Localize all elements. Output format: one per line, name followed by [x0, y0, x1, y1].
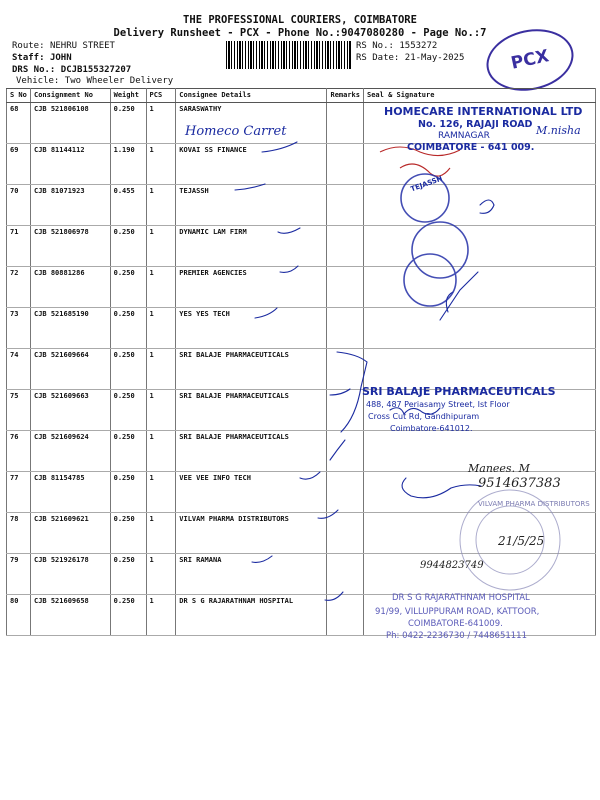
staff-value: JOHN — [49, 53, 72, 63]
row-weight: 0.455 — [110, 185, 146, 226]
row-remarks — [327, 472, 364, 513]
rs-no-label: RS No.: — [356, 41, 394, 51]
rs-no-value: 1553272 — [399, 41, 438, 51]
row-consignment: CJB 521609624 — [30, 431, 110, 472]
row-weight: 0.250 — [110, 595, 146, 636]
row-sno: 68 — [7, 103, 31, 144]
row-consignee: SRI RAMANA — [176, 554, 327, 595]
table-header-row — [7, 89, 596, 103]
row-consignee: TEJASSH — [176, 185, 327, 226]
row-pcs: 1 — [146, 144, 176, 185]
row-remarks — [327, 349, 364, 390]
row-pcs: 1 — [146, 185, 176, 226]
row-consignment: CJB 81144112 — [30, 144, 110, 185]
row-sno: 77 — [7, 472, 31, 513]
row-weight: 0.250 — [110, 349, 146, 390]
row-weight: 0.250 — [110, 267, 146, 308]
balaje-stamp-name: SRI BALAJE PHARMACEUTICALS — [362, 385, 556, 398]
tejassh-seal-text: TEJASSH — [409, 174, 444, 194]
row-consignment: CJB 81071923 — [30, 185, 110, 226]
homecare-stamp-addr3: COIMBATORE - 641 009. — [407, 142, 535, 153]
row-sno: 71 — [7, 226, 31, 267]
row-signature — [364, 513, 596, 554]
row-consignee: VILVAM PHARMA DISTRIBUTORS — [176, 513, 327, 554]
row-pcs: 1 — [146, 595, 176, 636]
table-row — [7, 267, 596, 308]
row-remarks — [327, 267, 364, 308]
handwritten-homecare: Homeco Carret — [185, 124, 287, 139]
col-consignment: Consignment No — [30, 89, 110, 103]
row-remarks — [327, 308, 364, 349]
row-sno: 70 — [7, 185, 31, 226]
row-consignment: CJB 80881286 — [30, 267, 110, 308]
handwritten-phone-2: 9944823749 — [420, 560, 484, 571]
row-signature — [364, 349, 596, 390]
row-pcs: 1 — [146, 267, 176, 308]
row-weight: 0.250 — [110, 308, 146, 349]
route-line — [12, 41, 115, 51]
row-sno: 75 — [7, 390, 31, 431]
rs-date-value: 21-May-2025 — [404, 53, 465, 63]
row-remarks — [327, 226, 364, 267]
staff-line — [12, 53, 72, 63]
handwritten-signatory-name: M.nisha — [536, 124, 581, 137]
row-remarks — [327, 185, 364, 226]
rs-date-label: RS Date: — [356, 53, 400, 63]
row-consignee: SRI BALAJE PHARMACEUTICALS — [176, 349, 327, 390]
row-weight: 0.250 — [110, 554, 146, 595]
row-signature — [364, 185, 596, 226]
row-signature — [364, 226, 596, 267]
row-consignee: KOVAI SS FINANCE — [176, 144, 327, 185]
row-consignee: VEE VEE INFO TECH — [176, 472, 327, 513]
row-sno: 74 — [7, 349, 31, 390]
row-weight: 0.250 — [110, 472, 146, 513]
row-signature — [364, 308, 596, 349]
route-label: Route: — [12, 41, 45, 51]
col-weight: Weight — [110, 89, 146, 103]
row-consignee: YES YES TECH — [176, 308, 327, 349]
homecare-stamp-addr1: No. 126, RAJAJI ROAD — [418, 119, 533, 130]
homecare-stamp-addr2: RAMNAGAR — [438, 131, 490, 141]
row-sno: 76 — [7, 431, 31, 472]
row-consignment: CJB 521926178 — [30, 554, 110, 595]
company-title: THE PROFESSIONAL COURIERS, COIMBATORE — [183, 14, 417, 26]
vehicle-line — [16, 76, 173, 86]
row-consignment: CJB 521609664 — [30, 349, 110, 390]
row-pcs: 1 — [146, 390, 176, 431]
row-remarks — [327, 390, 364, 431]
handwritten-date: 21/5/25 — [498, 534, 545, 548]
staff-label: Staff: — [12, 53, 45, 63]
drs-label: DRS No.: — [12, 65, 56, 75]
row-sno: 69 — [7, 144, 31, 185]
row-sno: 80 — [7, 595, 31, 636]
row-weight: 0.250 — [110, 431, 146, 472]
homecare-stamp-name: HOMECARE INTERNATIONAL LTD — [384, 105, 583, 118]
row-weight: 0.250 — [110, 390, 146, 431]
rs-no-line — [356, 41, 437, 51]
hospital-stamp-name: DR S G RAJARATHNAM HOSPITAL — [392, 593, 530, 603]
col-consignee: Consignee Details — [176, 89, 327, 103]
row-consignee: SRI BALAJE PHARMACEUTICALS — [176, 431, 327, 472]
balaje-stamp-addr1: 488, 487 Periasamy Street, Ist Floor — [366, 400, 510, 409]
row-sno: 72 — [7, 267, 31, 308]
row-consignment: CJB 521806978 — [30, 226, 110, 267]
row-consignee: DYNAMIC LAM FIRM — [176, 226, 327, 267]
row-consignment: CJB 81154785 — [30, 472, 110, 513]
row-consignment: CJB 521609663 — [30, 390, 110, 431]
rs-date-line — [356, 53, 464, 63]
balaje-stamp-addr3: Coimbatore-641012. — [390, 424, 473, 433]
vehicle-label: Vehicle: — [16, 76, 60, 86]
row-consignee: SARASWATHY — [176, 103, 327, 144]
drs-value: DCJB155327207 — [60, 65, 132, 75]
row-consignment: CJB 521609658 — [30, 595, 110, 636]
col-pcs: PCS — [146, 89, 176, 103]
row-consignee: DR S G RAJARATHNAM HOSPITAL — [176, 595, 327, 636]
table-row — [7, 226, 596, 267]
row-consignee: SRI BALAJE PHARMACEUTICALS — [176, 390, 327, 431]
handwritten-receiver-phone: 9514637383 — [478, 476, 561, 491]
row-sno: 73 — [7, 308, 31, 349]
row-consignee: PREMIER AGENCIES — [176, 267, 327, 308]
row-pcs: 1 — [146, 349, 176, 390]
row-pcs: 1 — [146, 308, 176, 349]
vilvam-seal-text: VILVAM PHARMA DISTRIBUTORS — [478, 500, 590, 508]
table-row — [7, 185, 596, 226]
row-sno: 78 — [7, 513, 31, 554]
row-sno: 79 — [7, 554, 31, 595]
row-remarks — [327, 554, 364, 595]
col-remarks: Remarks — [327, 89, 364, 103]
row-weight: 1.190 — [110, 144, 146, 185]
hospital-stamp-addr2: COIMBATORE-641009. — [408, 619, 503, 629]
row-remarks — [327, 103, 364, 144]
handwritten-receiver-name: Manees. M — [468, 462, 530, 475]
table-row — [7, 554, 596, 595]
pcx-stamp: PCX — [481, 22, 580, 99]
barcode — [226, 41, 351, 69]
table-row — [7, 308, 596, 349]
runsheet-table — [6, 88, 596, 636]
row-pcs: 1 — [146, 431, 176, 472]
col-seal-signature: Seal & Signature — [364, 89, 596, 103]
runsheet-subtitle: Delivery Runsheet - PCX - Phone No.:9047080280 - Page No.:7 — [113, 27, 487, 39]
row-pcs: 1 — [146, 554, 176, 595]
row-pcs: 1 — [146, 226, 176, 267]
col-sno: S No — [7, 89, 31, 103]
row-consignment: CJB 521806108 — [30, 103, 110, 144]
row-consignment: CJB 521609621 — [30, 513, 110, 554]
row-signature — [364, 267, 596, 308]
balaje-stamp-addr2: Cross Cut Rd, Gandhipuram — [368, 412, 480, 421]
row-remarks — [327, 513, 364, 554]
row-weight: 0.250 — [110, 103, 146, 144]
drs-line — [12, 65, 131, 75]
row-pcs: 1 — [146, 472, 176, 513]
row-consignment: CJB 521685190 — [30, 308, 110, 349]
row-remarks — [327, 144, 364, 185]
vehicle-value: Two Wheeler Delivery — [64, 76, 174, 86]
row-remarks — [327, 431, 364, 472]
row-pcs: 1 — [146, 103, 176, 144]
hospital-stamp-addr1: 91/99, VILLUPPURAM ROAD, KATTOOR, — [375, 607, 540, 617]
row-remarks — [327, 595, 364, 636]
route-value: NEHRU STREET — [49, 41, 115, 51]
row-weight: 0.250 — [110, 513, 146, 554]
row-pcs: 1 — [146, 513, 176, 554]
row-weight: 0.250 — [110, 226, 146, 267]
table-row — [7, 349, 596, 390]
hospital-stamp-phone: Ph: 0422-2236730 / 7448651111 — [386, 631, 527, 641]
